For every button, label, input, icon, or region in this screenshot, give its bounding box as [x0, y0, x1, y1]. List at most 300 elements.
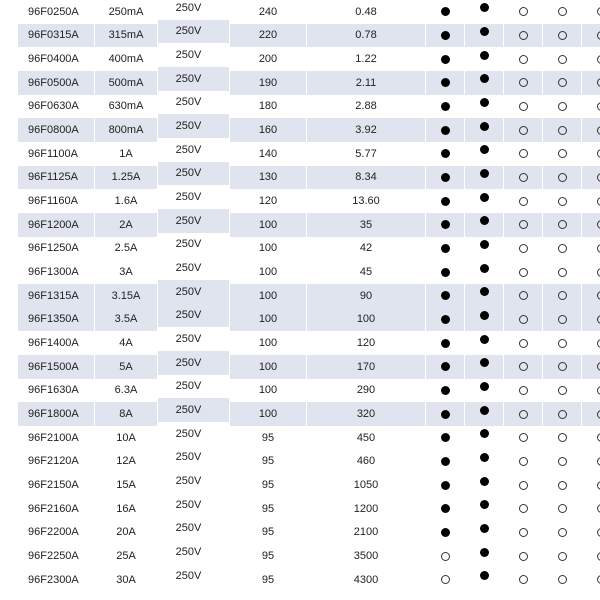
open-circle-icon — [597, 362, 600, 371]
open-circle-icon — [519, 197, 528, 206]
open-circle-icon — [597, 481, 600, 490]
part-number-cell: 96F0500A — [18, 71, 95, 95]
mark-cell — [465, 568, 504, 592]
voltage-rating-cell: 250V — [158, 375, 230, 399]
filled-circle-icon — [480, 193, 489, 202]
filled-circle-icon — [441, 173, 450, 182]
open-circle-icon — [597, 552, 600, 561]
mark-cell — [543, 473, 582, 497]
mark-cell — [543, 379, 582, 403]
value-a-cell: 220 — [230, 24, 307, 48]
value-a-cell: 100 — [230, 237, 307, 261]
value-a-cell: 100 — [230, 331, 307, 355]
table-row — [18, 284, 600, 308]
mark-cell — [504, 189, 543, 213]
part-number-cell: 96F1100A — [18, 142, 95, 166]
value-a-cell: 100 — [230, 213, 307, 237]
filled-circle-icon — [441, 7, 450, 16]
voltage-rating-cell: 250V — [158, 256, 230, 280]
mark-cell — [465, 331, 504, 355]
current-rating-cell: 1.25A — [95, 166, 158, 190]
open-circle-icon — [519, 315, 528, 324]
value-b-cell: 2100 — [307, 520, 426, 544]
mark-cell — [543, 402, 582, 426]
mark-cell — [426, 24, 465, 48]
value-b-cell: 0.48 — [307, 0, 426, 24]
value-b-cell: 1050 — [307, 473, 426, 497]
mark-cell — [543, 47, 582, 71]
value-a-cell: 100 — [230, 379, 307, 403]
value-a-cell: 130 — [230, 166, 307, 190]
filled-circle-icon — [480, 74, 489, 83]
filled-circle-icon — [480, 429, 489, 438]
filled-circle-icon — [441, 433, 450, 442]
part-number-cell: 96F2200A — [18, 520, 95, 544]
open-circle-icon — [519, 55, 528, 64]
part-number-cell: 96F1250A — [18, 237, 95, 261]
value-a-cell: 140 — [230, 142, 307, 166]
mark-cell — [543, 308, 582, 332]
open-circle-icon — [597, 528, 600, 537]
voltage-rating-cell: 250V — [158, 540, 230, 564]
open-circle-icon — [558, 268, 567, 277]
mark-cell — [504, 24, 543, 48]
open-circle-icon — [558, 362, 567, 371]
current-rating-cell: 20A — [95, 520, 158, 544]
mark-cell — [465, 402, 504, 426]
mark-cell — [543, 95, 582, 119]
filled-circle-icon — [441, 197, 450, 206]
mark-cell — [543, 213, 582, 237]
part-number-cell: 96F2250A — [18, 544, 95, 568]
voltage-rating-cell: 250V — [158, 138, 230, 162]
part-number-cell: 96F1300A — [18, 260, 95, 284]
mark-cell — [582, 71, 600, 95]
mark-cell — [504, 237, 543, 261]
open-circle-icon — [597, 55, 600, 64]
mark-cell — [426, 520, 465, 544]
mark-cell — [582, 166, 600, 190]
part-number-cell: 96F1800A — [18, 402, 95, 426]
value-a-cell: 200 — [230, 47, 307, 71]
mark-cell — [543, 166, 582, 190]
mark-cell — [465, 520, 504, 544]
open-circle-icon — [597, 291, 600, 300]
filled-circle-icon — [441, 244, 450, 253]
open-circle-icon — [558, 552, 567, 561]
value-b-cell: 450 — [307, 426, 426, 450]
filled-circle-icon — [441, 457, 450, 466]
open-circle-icon — [558, 78, 567, 87]
open-circle-icon — [597, 149, 600, 158]
mark-cell — [426, 544, 465, 568]
mark-cell — [426, 568, 465, 592]
table-row — [18, 166, 600, 190]
voltage-rating-cell: 250V — [158, 209, 230, 233]
filled-circle-icon — [480, 51, 489, 60]
current-rating-cell: 6.3A — [95, 379, 158, 403]
voltage-rating-cell: 250V — [158, 233, 230, 257]
filled-circle-icon — [480, 27, 489, 36]
filled-circle-icon — [441, 55, 450, 64]
mark-cell — [582, 449, 600, 473]
current-rating-cell: 630mA — [95, 95, 158, 119]
mark-cell — [504, 449, 543, 473]
mark-cell — [504, 0, 543, 24]
open-circle-icon — [558, 220, 567, 229]
mark-cell — [465, 166, 504, 190]
mark-cell — [426, 189, 465, 213]
value-b-cell: 3500 — [307, 544, 426, 568]
voltage-rating-cell: 250V — [158, 280, 230, 304]
mark-cell — [465, 213, 504, 237]
current-rating-cell: 3.5A — [95, 308, 158, 332]
filled-circle-icon — [480, 358, 489, 367]
mark-cell — [582, 520, 600, 544]
open-circle-icon — [519, 481, 528, 490]
voltage-rating-cell: 250V — [158, 20, 230, 44]
part-number-cell: 96F1200A — [18, 213, 95, 237]
table-row — [18, 0, 600, 24]
mark-cell — [582, 331, 600, 355]
part-number-cell: 96F0630A — [18, 95, 95, 119]
filled-circle-icon — [480, 287, 489, 296]
table-row — [18, 402, 600, 426]
filled-circle-icon — [441, 268, 450, 277]
mark-cell — [582, 24, 600, 48]
mark-cell — [426, 355, 465, 379]
open-circle-icon — [519, 149, 528, 158]
mark-cell — [504, 331, 543, 355]
open-circle-icon — [558, 244, 567, 253]
open-circle-icon — [597, 31, 600, 40]
mark-cell — [426, 95, 465, 119]
current-rating-cell: 12A — [95, 449, 158, 473]
mark-cell — [504, 473, 543, 497]
part-number-cell: 96F0315A — [18, 24, 95, 48]
value-b-cell: 1.22 — [307, 47, 426, 71]
current-rating-cell: 16A — [95, 497, 158, 521]
open-circle-icon — [519, 457, 528, 466]
filled-circle-icon — [480, 216, 489, 225]
mark-cell — [504, 544, 543, 568]
mark-cell — [504, 497, 543, 521]
mark-cell — [465, 237, 504, 261]
mark-cell — [582, 355, 600, 379]
filled-circle-icon — [480, 169, 489, 178]
mark-cell — [426, 166, 465, 190]
value-a-cell: 95 — [230, 497, 307, 521]
part-number-cell: 96F1125A — [18, 166, 95, 190]
open-circle-icon — [558, 481, 567, 490]
value-a-cell: 95 — [230, 568, 307, 592]
part-number-cell: 96F0800A — [18, 118, 95, 142]
open-circle-icon — [597, 244, 600, 253]
open-circle-icon — [597, 457, 600, 466]
filled-circle-icon — [480, 571, 489, 580]
mark-cell — [543, 0, 582, 24]
current-rating-cell: 3A — [95, 260, 158, 284]
voltage-rating-cell: 250V — [158, 469, 230, 493]
value-b-cell: 100 — [307, 308, 426, 332]
filled-circle-icon — [480, 548, 489, 557]
mark-cell — [504, 260, 543, 284]
value-b-cell: 0.78 — [307, 24, 426, 48]
mark-cell — [426, 260, 465, 284]
table-row — [18, 95, 600, 119]
open-circle-icon — [558, 173, 567, 182]
open-circle-icon — [558, 31, 567, 40]
value-b-cell: 35 — [307, 213, 426, 237]
open-circle-icon — [558, 457, 567, 466]
open-circle-icon — [519, 173, 528, 182]
value-b-cell: 5.77 — [307, 142, 426, 166]
open-circle-icon — [519, 7, 528, 16]
voltage-rating-cell: 250V — [158, 445, 230, 469]
voltage-rating-cell: 250V — [158, 304, 230, 328]
filled-circle-icon — [480, 122, 489, 131]
part-number-cell: 96F1400A — [18, 331, 95, 355]
part-number-cell: 96F0400A — [18, 47, 95, 71]
mark-cell — [504, 47, 543, 71]
voltage-rating-cell: 250V — [158, 493, 230, 517]
open-circle-icon — [519, 528, 528, 537]
value-a-cell: 95 — [230, 520, 307, 544]
filled-circle-icon — [441, 528, 450, 537]
current-rating-cell: 315mA — [95, 24, 158, 48]
mark-cell — [465, 284, 504, 308]
filled-circle-icon — [441, 31, 450, 40]
mark-cell — [504, 213, 543, 237]
value-b-cell: 8.34 — [307, 166, 426, 190]
open-circle-icon — [519, 575, 528, 584]
voltage-rating-cell: 250V — [158, 564, 230, 588]
table-row — [18, 568, 600, 592]
mark-cell — [426, 473, 465, 497]
mark-cell — [426, 47, 465, 71]
current-rating-cell: 25A — [95, 544, 158, 568]
table-row — [18, 213, 600, 237]
current-rating-cell: 4A — [95, 331, 158, 355]
current-rating-cell: 3.15A — [95, 284, 158, 308]
table-row — [18, 544, 600, 568]
open-circle-icon — [597, 433, 600, 442]
mark-cell — [465, 47, 504, 71]
value-a-cell: 120 — [230, 189, 307, 213]
value-a-cell: 100 — [230, 284, 307, 308]
value-a-cell: 100 — [230, 308, 307, 332]
voltage-rating-cell: 250V — [158, 162, 230, 186]
mark-cell — [504, 118, 543, 142]
current-rating-cell: 5A — [95, 355, 158, 379]
value-a-cell: 95 — [230, 449, 307, 473]
mark-cell — [465, 71, 504, 95]
current-rating-cell: 250mA — [95, 0, 158, 24]
open-circle-icon — [519, 126, 528, 135]
mark-cell — [504, 402, 543, 426]
mark-cell — [582, 402, 600, 426]
open-circle-icon — [597, 7, 600, 16]
mark-cell — [543, 237, 582, 261]
filled-circle-icon — [441, 386, 450, 395]
open-circle-icon — [558, 386, 567, 395]
filled-circle-icon — [441, 291, 450, 300]
open-circle-icon — [597, 575, 600, 584]
open-circle-icon — [597, 102, 600, 111]
mark-cell — [543, 24, 582, 48]
open-circle-icon — [597, 173, 600, 182]
mark-cell — [543, 544, 582, 568]
voltage-rating-cell: 250V — [158, 398, 230, 422]
table-row — [18, 379, 600, 403]
filled-circle-icon — [480, 311, 489, 320]
value-b-cell: 290 — [307, 379, 426, 403]
mark-cell — [465, 118, 504, 142]
open-circle-icon — [519, 102, 528, 111]
current-rating-cell: 10A — [95, 426, 158, 450]
current-rating-cell: 500mA — [95, 71, 158, 95]
filled-circle-icon — [480, 406, 489, 415]
value-a-cell: 160 — [230, 118, 307, 142]
mark-cell — [582, 379, 600, 403]
open-circle-icon — [558, 149, 567, 158]
open-circle-icon — [558, 339, 567, 348]
filled-circle-icon — [480, 3, 489, 12]
mark-cell — [426, 426, 465, 450]
value-a-cell: 95 — [230, 473, 307, 497]
table-row — [18, 71, 600, 95]
current-rating-cell: 30A — [95, 568, 158, 592]
mark-cell — [426, 213, 465, 237]
open-circle-icon — [597, 386, 600, 395]
open-circle-icon — [558, 575, 567, 584]
open-circle-icon — [519, 433, 528, 442]
mark-cell — [465, 497, 504, 521]
part-number-cell: 96F1500A — [18, 355, 95, 379]
filled-circle-icon — [480, 145, 489, 154]
current-rating-cell: 15A — [95, 473, 158, 497]
table-row — [18, 308, 600, 332]
open-circle-icon — [519, 339, 528, 348]
current-rating-cell: 1.6A — [95, 189, 158, 213]
mark-cell — [504, 379, 543, 403]
value-b-cell: 2.88 — [307, 95, 426, 119]
mark-cell — [465, 355, 504, 379]
mark-cell — [504, 284, 543, 308]
open-circle-icon — [558, 7, 567, 16]
value-a-cell: 100 — [230, 260, 307, 284]
table-row — [18, 331, 600, 355]
open-circle-icon — [519, 552, 528, 561]
value-b-cell: 120 — [307, 331, 426, 355]
mark-cell — [543, 71, 582, 95]
part-number-cell: 96F1630A — [18, 379, 95, 403]
table-row — [18, 426, 600, 450]
value-a-cell: 100 — [230, 355, 307, 379]
value-b-cell: 42 — [307, 237, 426, 261]
open-circle-icon — [519, 244, 528, 253]
table-row — [18, 449, 600, 473]
mark-cell — [543, 520, 582, 544]
open-circle-icon — [597, 268, 600, 277]
mark-cell — [543, 355, 582, 379]
filled-circle-icon — [480, 453, 489, 462]
mark-cell — [426, 449, 465, 473]
open-circle-icon — [597, 220, 600, 229]
mark-cell — [426, 379, 465, 403]
mark-cell — [543, 284, 582, 308]
part-number-cell: 96F2100A — [18, 426, 95, 450]
value-b-cell: 13.60 — [307, 189, 426, 213]
filled-circle-icon — [441, 410, 450, 419]
mark-cell — [426, 0, 465, 24]
value-a-cell: 240 — [230, 0, 307, 24]
mark-cell — [465, 449, 504, 473]
mark-cell — [582, 47, 600, 71]
part-number-cell: 96F2160A — [18, 497, 95, 521]
open-circle-icon — [558, 528, 567, 537]
filled-circle-icon — [441, 362, 450, 371]
fuse-spec-table — [18, 0, 600, 591]
open-circle-icon — [597, 197, 600, 206]
mark-cell — [582, 284, 600, 308]
part-number-cell: 96F2150A — [18, 473, 95, 497]
mark-cell — [543, 189, 582, 213]
open-circle-icon — [519, 386, 528, 395]
filled-circle-icon — [441, 78, 450, 87]
filled-circle-icon — [441, 504, 450, 513]
filled-circle-icon — [480, 382, 489, 391]
value-a-cell: 180 — [230, 95, 307, 119]
mark-cell — [582, 260, 600, 284]
filled-circle-icon — [441, 126, 450, 135]
filled-circle-icon — [480, 264, 489, 273]
mark-cell — [465, 426, 504, 450]
part-number-cell: 96F0250A — [18, 0, 95, 24]
open-circle-icon — [558, 315, 567, 324]
voltage-rating-cell: 250V — [158, 0, 230, 20]
voltage-rating-cell: 250V — [158, 351, 230, 375]
mark-cell — [582, 497, 600, 521]
open-circle-icon — [597, 126, 600, 135]
mark-cell — [504, 308, 543, 332]
current-rating-cell: 8A — [95, 402, 158, 426]
value-a-cell: 190 — [230, 71, 307, 95]
value-b-cell: 1200 — [307, 497, 426, 521]
mark-cell — [543, 331, 582, 355]
current-rating-cell: 2.5A — [95, 237, 158, 261]
mark-cell — [426, 308, 465, 332]
mark-cell — [582, 426, 600, 450]
mark-cell — [543, 497, 582, 521]
mark-cell — [465, 308, 504, 332]
value-b-cell: 90 — [307, 284, 426, 308]
table-row — [18, 355, 600, 379]
mark-cell — [504, 71, 543, 95]
open-circle-icon — [519, 362, 528, 371]
mark-cell — [504, 426, 543, 450]
mark-cell — [582, 142, 600, 166]
value-a-cell: 95 — [230, 426, 307, 450]
part-number-cell: 96F1350A — [18, 308, 95, 332]
current-rating-cell: 2A — [95, 213, 158, 237]
value-b-cell: 45 — [307, 260, 426, 284]
mark-cell — [504, 520, 543, 544]
filled-circle-icon — [441, 220, 450, 229]
voltage-rating-cell: 250V — [158, 43, 230, 67]
table-row — [18, 260, 600, 284]
mark-cell — [543, 260, 582, 284]
